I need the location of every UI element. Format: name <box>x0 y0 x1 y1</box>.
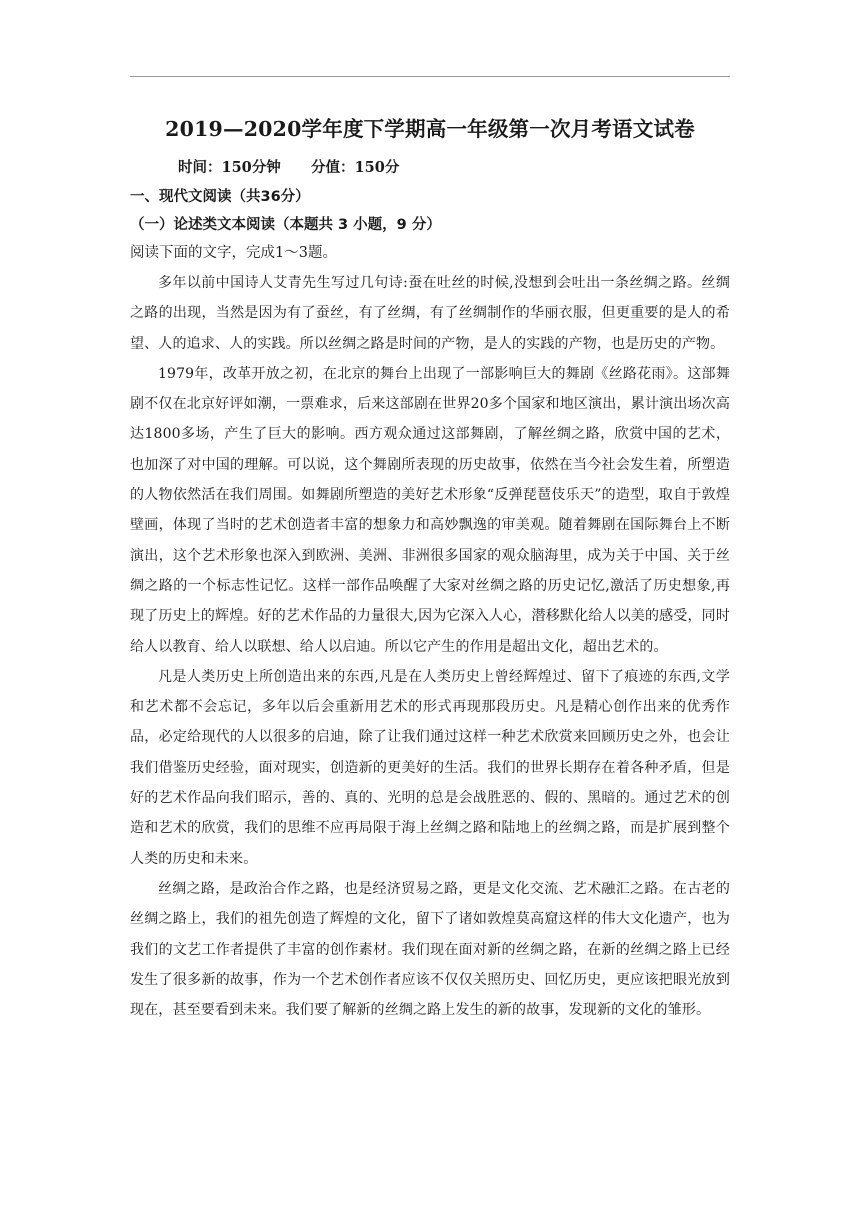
instruction-text: 阅读下面的文字，完成1～3题。 <box>130 245 337 261</box>
exam-title: 2019—2020学年度下学期高一年级第一次月考语文试卷 <box>165 117 695 141</box>
header-rule <box>130 76 730 77</box>
subsection-heading: （一）论述类文本阅读（本题共 3 小题，9 分） <box>130 217 441 233</box>
exam-meta: 时间：150分钟 分值：150分 <box>178 159 400 176</box>
passage-paragraph-2: 1979年，改革开放之初，在北京的舞台上出现了一部影响巨大的舞剧《丝路花雨》。这部舞剧不仅在北京好评如潮，一票难求，后来这部剧在世界20多个国家和地区演出，累计演出场次高达1800多场，产生了巨大的影响。西方观众通过这部舞剧，了解丝绸之路，欣赏中国的艺术，也加深了对中国的理解。可以说，这个舞剧所表现的历史故事，依然在当今社会发生着，所塑造的人物依然活在我们周围。如舞剧所塑造的美好艺术形象“反弹琵琶伎乐天”的造型，取自于敦煌壁画，体现了当时的艺术创造者丰富的想象力和高妙飘逸的审美观。随着舞剧在国际舞台上不断演出，这个艺术形象也深入到欧洲、美洲、非洲很多国家的观众脑海里，成为关于中国、关于丝绸之路的一个标志性记忆。这样一部作品唤醒了大家对丝绸之路的历史记忆,激活了历史想象,再现了历史上的辉煌。好的艺术作品的力量很大,因为它深入人心，潜移默化给人以美的感受，同时给人以教育、给人以联想、给人以启迪。所以它产生的作用是超出文化，超出艺术的。 <box>130 365 730 655</box>
reading-passage <box>130 268 730 1025</box>
section-heading: 一、现代文阅读（共36分） <box>130 189 310 205</box>
passage-paragraph-3: 凡是人类历史上所创造出来的东西,凡是在人类历史上曾经辉煌过、留下了痕迹的东西,文学和艺术都不会忘记，多年以后会重新用艺术的形式再现那段历史。凡是精心创作出来的优秀作品，必定给现代的人以很多的启迪，除了让我们通过这样一种艺术欣赏来回顾历史之外，也会让我们借鉴历史经验，面对现实，创造新的更美好的生活。我们的世界长期存在着各种矛盾，但是好的艺术作品向我们昭示，善的、真的、光明的总是会战胜恶的、假的、黑暗的。通过艺术的创造和艺术的欣赏，我们的思维不应再局限于海上丝绸之路和陆地上的丝绸之路，而是扩展到整个人类的历史和未来。 <box>130 668 730 867</box>
passage-paragraph-4: 丝绸之路，是政治合作之路，也是经济贸易之路，更是文化交流、艺术融汇之路。在古老的丝绸之路上，我们的祖先创造了辉煌的文化，留下了诸如敦煌莫高窟这样的伟大文化遗产，也为我们的文艺工作者提供了丰富的创作素材。我们现在面对新的丝绸之路，在新的丝绸之路上已经发生了很多新的故事，作为一个艺术创作者应该不仅仅关照历史、回忆历史，更应该把眼光放到现在，甚至要看到未来。我们要了解新的丝绸之路上发生的新的故事，发现新的文化的雏形。 <box>130 880 730 1019</box>
passage-paragraph-1: 多年以前中国诗人艾青先生写过几句诗:蚕在吐丝的时候,没想到会吐出一条丝绸之路。丝绸之路的出现，当然是因为有了蚕丝，有了丝绸，有了丝绸制作的华丽衣服，但更重要的是人的希望、人的追求、人的实践。所以丝绸之路是时间的产物，是人的实践的产物，也是历史的产物。 <box>130 275 730 352</box>
